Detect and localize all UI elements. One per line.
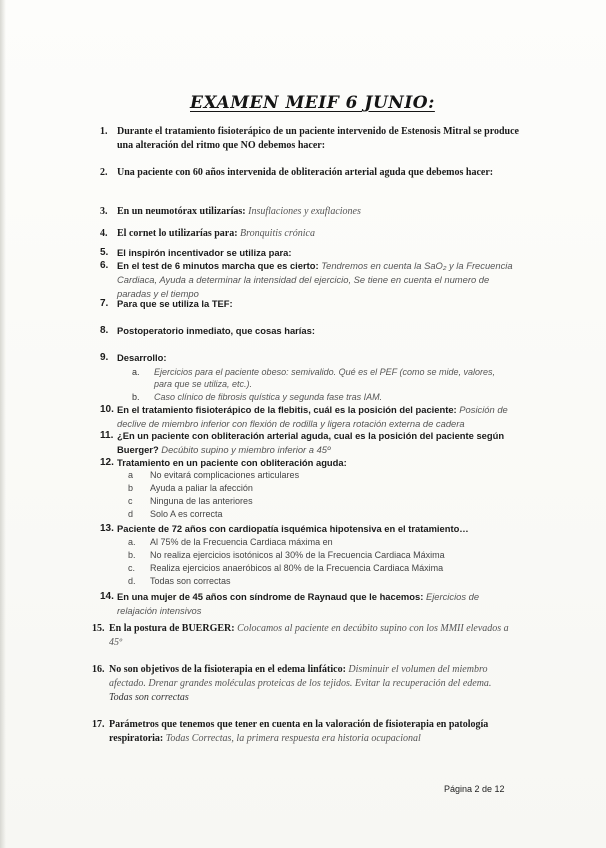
question-number: 12.	[100, 457, 114, 468]
q12-option-b	[128, 482, 488, 494]
question-text: En el test de 6 minutos marcha que es cierto:	[117, 260, 319, 271]
sub-letter: a.	[132, 367, 140, 377]
question-number: 4.	[100, 228, 108, 239]
q12-option-c	[128, 495, 488, 507]
question-text: En un neumotórax utilizarías:	[117, 206, 246, 217]
question-number: 2.	[100, 167, 108, 178]
question-text: En la postura de BUERGER:	[109, 623, 235, 634]
option-text: Al 75% de la Frecuencia Cardiaca máxima en	[150, 537, 333, 547]
sub-text: Ejercicios para el paciente obeso: semivalido. Qué es el PEF (como se mide, valores, para que se utiliza, etc.).	[154, 367, 495, 389]
option-letter: b	[128, 483, 134, 493]
q13-option-d	[128, 575, 518, 587]
question-number: 5.	[100, 247, 109, 258]
question-text: Postoperatorio inmediato, que cosas harías:	[117, 325, 315, 336]
scan-edge-shadow	[0, 0, 6, 848]
question-number: 1.	[100, 126, 108, 137]
option-text: Ninguna de las anteriores	[150, 496, 253, 506]
option-text: Todas son correctas	[150, 576, 231, 586]
option-text: No realiza ejercicios isotónicos al 30% de la Frecuencia Cardiaca Máxima	[150, 550, 445, 560]
question-3	[100, 205, 520, 219]
answer-text: Posición de declive de miembro inferior con flexión de rodilla y ligera rotación externa de cadera	[117, 404, 508, 429]
question-text: El inspirón incentivador se utiliza para:	[117, 247, 292, 258]
question-12	[100, 456, 520, 470]
question-number: 8.	[100, 325, 109, 336]
question-text: Una paciente con 60 años intervenida de obliteración arterial aguda que debemos hacer:	[117, 167, 494, 178]
option-text: Realiza ejercicios anaeróbicos al 80% de la Frecuencia Cardiaca Máxima	[150, 563, 444, 573]
q12-option-a	[128, 469, 488, 481]
answer-text: Tendremos en cuenta la SaO₂ y la Frecuencia Cardiaca, Ayuda a determinar la intensidad del ejercicio, Se tiene en cuenta el numero de paradas y el tiempo	[117, 260, 513, 299]
answer-text: Ejercicios de relajación intensivos	[117, 591, 480, 616]
question-text: El cornet lo utilizarías para:	[117, 228, 238, 239]
answer-text: Insuflaciones y exuflaciones	[248, 206, 361, 217]
answer-highlight: Todas son correctas	[109, 692, 189, 703]
answer-text: Bronquitis crónica	[240, 228, 315, 239]
question-1	[100, 125, 520, 153]
question-6	[100, 259, 520, 301]
question-number: 11.	[100, 430, 114, 441]
question-10	[100, 403, 518, 431]
question-5	[100, 246, 520, 260]
q13-option-a	[128, 536, 518, 548]
q12-option-d	[128, 508, 488, 520]
question-number: 6.	[100, 260, 109, 271]
option-letter: c.	[128, 563, 136, 573]
question-text: Desarrollo:	[117, 352, 167, 363]
question-7	[100, 297, 520, 311]
question-14	[100, 590, 510, 618]
sub-letter: b.	[132, 392, 140, 402]
option-text: Ayuda a paliar la afección	[150, 483, 253, 493]
answer-text: Decúbito supino y miembro inferior a 45º	[161, 444, 331, 455]
question-number: 14.	[100, 591, 114, 602]
option-letter: d.	[128, 576, 136, 586]
question-number: 3.	[100, 206, 108, 217]
question-text: Paciente de 72 años con cardiopatía isquémica hipotensiva en el tratamiento…	[117, 523, 469, 534]
option-letter: d	[128, 509, 134, 519]
q9-sub-b	[132, 391, 512, 403]
question-15	[92, 622, 512, 650]
answer-text: Disminuir el volumen del miembro afectado. Drenar grandes moléculas proteicas de los tejidos. Evitar la recuperación del edema.	[109, 664, 492, 689]
question-text: Parámetros que tenemos que tener en cuenta en la valoración de fisioterapia en patología respiratoria:	[109, 719, 489, 744]
sub-text: Caso clínico de fibrosis quística y segunda fase tras IAM.	[154, 392, 383, 402]
question-17	[92, 718, 514, 746]
question-number: 17.	[92, 719, 105, 730]
q13-option-b	[128, 549, 518, 561]
question-number: 7.	[100, 298, 109, 309]
question-2	[100, 166, 520, 180]
option-text: Solo A es correcta	[150, 509, 223, 519]
q9-sub-a	[132, 366, 512, 390]
question-text: En una mujer de 45 años con síndrome de Raynaud que le hacemos:	[117, 591, 424, 602]
question-text: Para que se utiliza la TEF:	[117, 298, 233, 309]
option-letter: a.	[128, 537, 136, 547]
option-text: No evitará complicaciones articulares	[150, 470, 300, 480]
question-number: 15.	[92, 623, 105, 634]
question-text: Durante el tratamiento fisioterápico de un paciente intervenido de Estenosis Mitral se produce una alteración del ritmo que NO debemos hacer:	[117, 126, 519, 151]
question-text: ¿En un paciente con obliteración arterial aguda, cual es la posición del paciente según Buerger?	[117, 430, 505, 455]
question-number: 9.	[100, 352, 109, 363]
q13-option-c	[128, 562, 518, 574]
question-text: En el tratamiento fisioterápico de la flebitis, cuál es la posición del paciente:	[117, 404, 457, 415]
option-letter: a	[128, 470, 134, 480]
question-13	[100, 522, 520, 536]
option-letter: c	[128, 496, 133, 506]
page-number: Página 2 de 12	[444, 784, 505, 794]
question-text: No son objetivos de la fisioterapia en el edema linfático:	[109, 664, 346, 675]
answer-text: Todas Correctas, la primera respuesta era historia ocupacional	[165, 733, 421, 744]
question-number: 16.	[92, 664, 105, 675]
answer-text: Colocamos al paciente en decúbito supino con los MMII elevados a 45º	[109, 623, 509, 648]
question-text: Tratamiento en un paciente con obliteración aguda:	[117, 457, 347, 468]
question-9	[100, 351, 520, 365]
question-8	[100, 324, 520, 338]
question-4	[100, 227, 520, 241]
question-number: 10.	[100, 404, 114, 415]
option-letter: b.	[128, 550, 136, 560]
page-title: EXAMEN MEIF 6 JUNIO:	[190, 93, 435, 113]
question-number: 13.	[100, 523, 114, 534]
question-11	[100, 429, 518, 457]
question-16	[92, 663, 514, 705]
